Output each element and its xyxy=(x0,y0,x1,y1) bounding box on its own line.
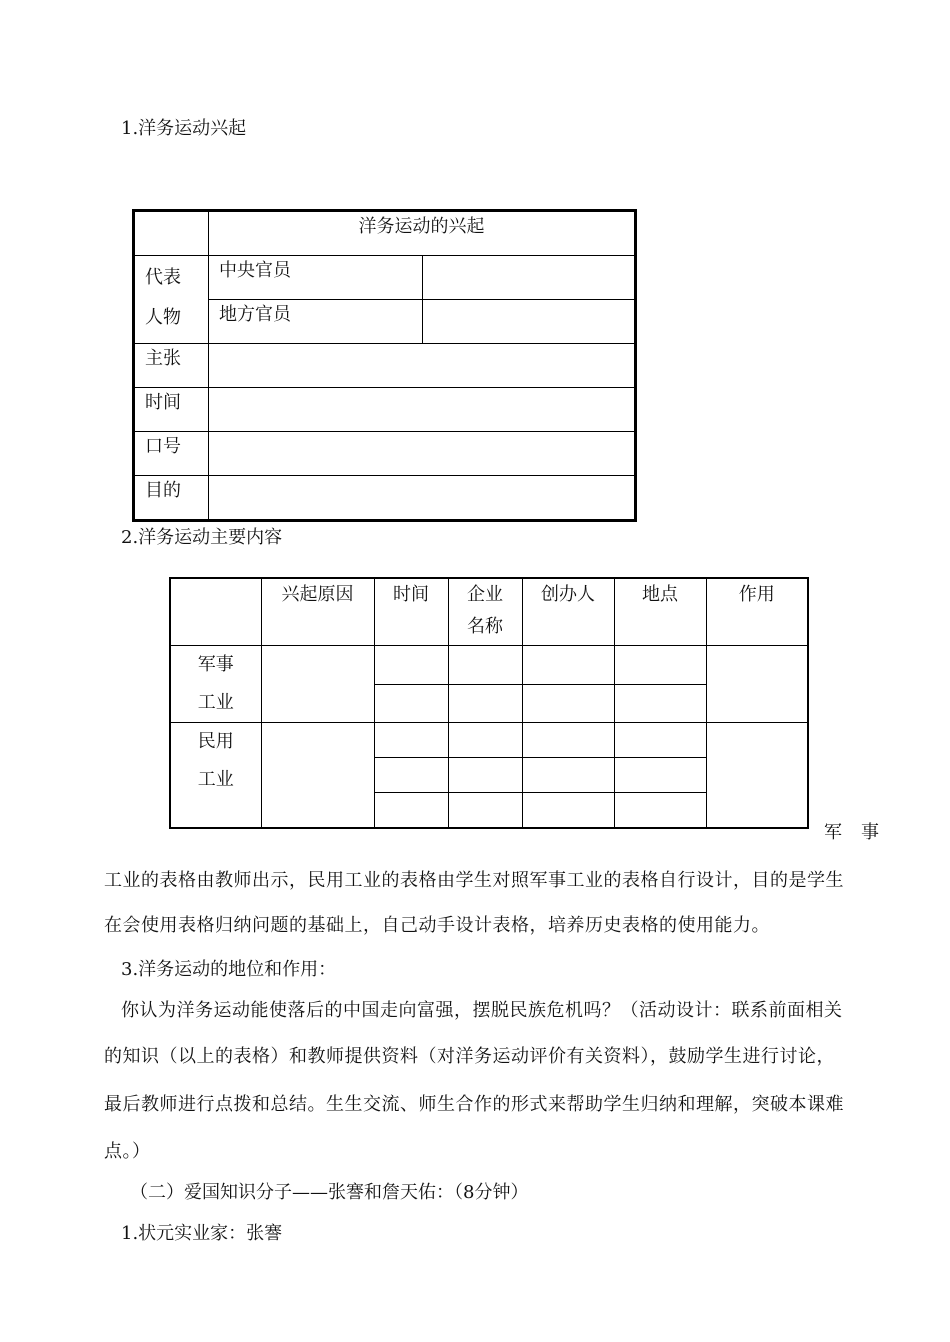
table1-row-label: 目的 xyxy=(134,476,209,521)
table2-header-cause: 兴起原因 xyxy=(261,578,374,646)
table1-row-label: 时间 xyxy=(134,388,209,432)
table1-row-value xyxy=(209,344,636,388)
table1-header: 洋务运动的兴起 xyxy=(209,211,636,256)
table2-cell xyxy=(614,793,706,829)
table2-header-enterprise xyxy=(448,578,522,646)
table2-cell xyxy=(706,646,808,723)
table2-military-line1: 军事 xyxy=(197,654,234,675)
paragraph2-line1: 你认为洋务运动能使落后的中国走向富强，摆脱民族危机吗？（活动设计：联系前面相关 xyxy=(121,1000,843,1021)
table2-corner-cell xyxy=(170,578,261,646)
table1-row-value xyxy=(209,432,636,476)
table2-header-effect: 作用 xyxy=(706,578,808,646)
table2-cell xyxy=(522,793,614,829)
table2-cell xyxy=(448,646,522,685)
paragraph2-line3: 最后教师进行点拨和总结。生生交流、师生合作的形式来帮助学生归纳和理解，突破本课难 xyxy=(104,1094,844,1115)
table2-header-founder: 创办人 xyxy=(522,578,614,646)
table2-cell xyxy=(448,758,522,793)
table2-cell xyxy=(261,723,374,829)
table2-header-enterprise-line1: 企业 xyxy=(467,584,503,605)
table2-cell xyxy=(522,646,614,685)
table2-military-line2: 工业 xyxy=(197,692,234,713)
table1-rep-label-line1: 代表 xyxy=(145,267,181,288)
table1-rep-label-line2: 人物 xyxy=(145,307,181,328)
table2-cell xyxy=(614,723,706,758)
table2-cell xyxy=(706,723,808,829)
table2-civil-line1: 民用 xyxy=(197,731,234,752)
table2-civil-label xyxy=(170,723,261,829)
part2-heading: （二）爱国知识分子——张謇和詹天佑：（8分钟） xyxy=(130,1182,529,1203)
table2-cell xyxy=(374,684,448,723)
table2-cell xyxy=(448,684,522,723)
table2-cell xyxy=(522,758,614,793)
table2-civil-line2: 工业 xyxy=(197,769,234,790)
table-yangwu-rise xyxy=(132,209,637,522)
section4-title: 1.状元实业家：张謇 xyxy=(121,1223,283,1244)
table2-header-enterprise-line2: 名称 xyxy=(467,616,503,637)
paragraph1-tail: 军 事 xyxy=(824,822,880,843)
table1-central-value xyxy=(422,256,636,300)
paragraph2-line2: 的知识（以上的表格）和教师提供资料（对洋务运动评价有关资料），鼓励学生进行讨论， xyxy=(104,1046,835,1067)
table2-header-location: 地点 xyxy=(614,578,706,646)
section2-title: 2.洋务运动主要内容 xyxy=(121,527,283,548)
table2-military-label xyxy=(170,646,261,723)
table2-cell xyxy=(374,793,448,829)
paragraph1-line2: 工业的表格由教师出示，民用工业的表格由学生对照军事工业的表格自行设计，目的是学生 xyxy=(104,870,844,891)
table2-cell xyxy=(614,684,706,723)
table1-local-value xyxy=(422,300,636,344)
table1-rep-label xyxy=(134,256,209,344)
table2-cell xyxy=(614,758,706,793)
paragraph2-line4: 点。） xyxy=(104,1141,151,1162)
table1-row-value xyxy=(209,476,636,521)
table1-local-officials: 地方官员 xyxy=(209,300,423,344)
section3-title: 3.洋务运动的地位和作用： xyxy=(121,959,337,980)
table1-central-officials: 中央官员 xyxy=(209,256,423,300)
table2-cell xyxy=(448,723,522,758)
table2-cell xyxy=(374,758,448,793)
table1-row-label: 主张 xyxy=(134,344,209,388)
table-yangwu-content xyxy=(169,577,809,829)
table2-cell xyxy=(614,646,706,685)
table2-cell xyxy=(522,684,614,723)
paragraph1-line3: 在会使用表格归纳问题的基础上，自己动手设计表格，培养历史表格的使用能力。 xyxy=(104,915,770,936)
table2-cell xyxy=(261,646,374,723)
section1-title: 1.洋务运动兴起 xyxy=(121,118,247,139)
table1-row-value xyxy=(209,388,636,432)
table2-cell xyxy=(374,646,448,685)
table2-cell xyxy=(522,723,614,758)
table2-cell xyxy=(448,793,522,829)
table2-cell xyxy=(374,723,448,758)
table2-header-time: 时间 xyxy=(374,578,448,646)
table1-row-label: 口号 xyxy=(134,432,209,476)
table1-corner-cell xyxy=(134,211,209,256)
